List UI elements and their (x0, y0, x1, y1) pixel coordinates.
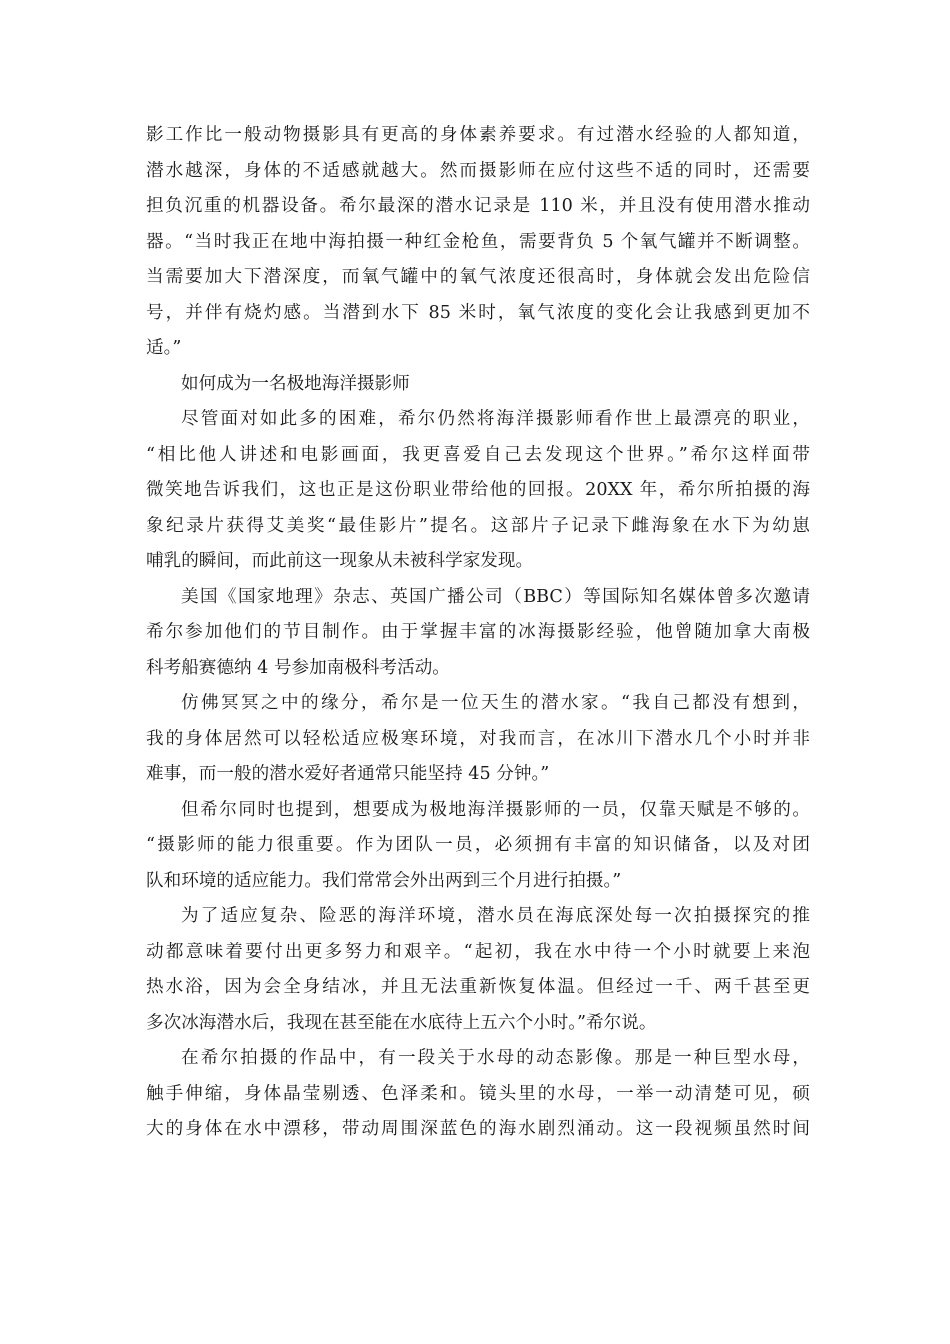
text-line: 潜水越深，身体的不适感就越大。然而摄影师在应付这些不适的同时，还需要 (146, 160, 810, 181)
paragraph (146, 686, 810, 793)
text-line: “摄影师的能力很重要。作为团队一员，必须拥有丰富的知识储备，以及对团 (146, 835, 810, 855)
text-line: 仿佛冥冥之中的缘分，希尔是一位天生的潜水家。“我自己都没有想到， (181, 693, 810, 713)
text-line: 科考船赛德纳 4 号参加南极科考活动。 (146, 657, 450, 678)
text-line: 尽管面对如此多的困难，希尔仍然将海洋摄影师看作世上最漂亮的职业， (181, 409, 810, 429)
text-line: 美国《国家地理》杂志、英国广播公司（BBC）等国际知名媒体曾多次邀请 (181, 586, 810, 607)
text-line: 器。“当时我正在地中海拍摄一种红金枪鱼，需要背负 5 个氧气罐并不断调整。 (146, 231, 810, 252)
text-line: 为了适应复杂、险恶的海洋环境，潜水员在海底深处每一次拍摄探究的推 (181, 906, 810, 926)
paragraph (146, 899, 810, 1041)
text-line: 象纪录片获得艾美奖“最佳影片”提名。这部片子记录下雌海象在水下为幼崽 (146, 515, 810, 536)
text-line: 队和环境的适应能力。我们常常会外出两到三个月进行拍摄。” (146, 870, 622, 891)
document-body (146, 118, 810, 1148)
text-line: 我的身体居然可以轻松适应极寒环境，对我而言，在冰川下潜水几个小时并非 (146, 728, 810, 749)
text-line: 大的身体在水中漂移，带动周围深蓝色的海水剧烈涌动。这一段视频虽然时间 (146, 1119, 810, 1139)
paragraph (146, 402, 810, 580)
text-line: 但希尔同时也提到，想要成为极地海洋摄影师的一员，仅靠天赋是不够的。 (181, 799, 810, 820)
paragraph (146, 367, 810, 403)
paragraph (146, 1041, 810, 1148)
text-line: 希尔参加他们的节目制作。由于掌握丰富的冰海摄影经验，他曾随加拿大南极 (146, 622, 810, 642)
text-line: “相比他人讲述和电影画面，我更喜爱自己去发现这个世界。”希尔这样面带 (146, 444, 810, 465)
paragraph (146, 580, 810, 687)
text-line: 影工作比一般动物摄影具有更高的身体素养要求。有过潜水经验的人都知道， (146, 125, 810, 145)
text-line: 适。” (146, 338, 182, 358)
text-line: 担负沉重的机器设备。希尔最深的潜水记录是 110 米，并且没有使用潜水推动 (146, 196, 810, 216)
text-line: 难事，而一般的潜水爱好者通常只能坚持 45 分钟。” (146, 764, 550, 784)
text-line: 多次冰海潜水后，我现在甚至能在水底待上五六个小时。”希尔说。 (146, 1012, 657, 1033)
text-line: 号，并伴有烧灼感。当潜到水下 85 米时，氧气浓度的变化会让我感到更加不 (146, 302, 810, 323)
paragraph (146, 118, 810, 367)
text-line: 微笑地告诉我们，这也正是这份职业带给他的回报。20XX 年，希尔所拍摄的海 (146, 480, 810, 500)
text-line: 在希尔拍摄的作品中，有一段关于水母的动态影像。那是一种巨型水母， (181, 1048, 810, 1068)
text-line: 如何成为一名极地海洋摄影师 (181, 373, 410, 394)
text-line: 热水浴，因为会全身结冰，并且无法重新恢复体温。但经过一千、两千甚至更 (146, 977, 810, 997)
text-line: 动都意味着要付出更多努力和艰辛。“起初，我在水中待一个小时就要上来泡 (146, 941, 810, 962)
text-line: 当需要加大下潜深度，而氧气罐中的氧气浓度还很高时，身体就会发出危险信 (146, 267, 810, 287)
text-line: 触手伸缩，身体晶莹剔透、色泽柔和。镜头里的水母，一举一动清楚可见，硕 (146, 1083, 810, 1104)
text-line: 哺乳的瞬间，而此前这一现象从未被科学家发现。 (146, 551, 534, 571)
paragraph (146, 793, 810, 900)
